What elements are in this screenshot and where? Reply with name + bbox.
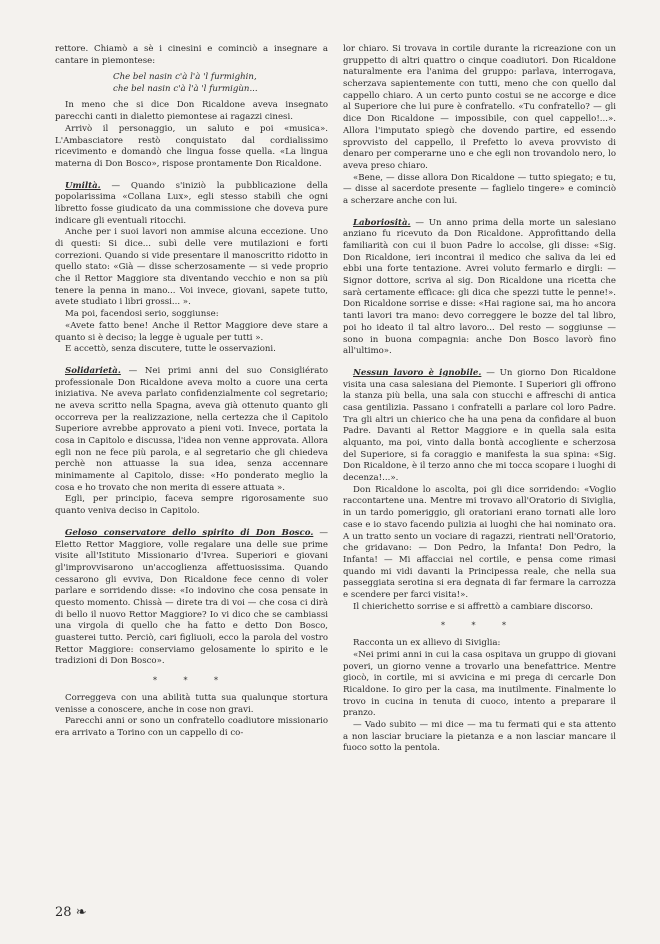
page-number-text: 28 (55, 905, 72, 920)
paragraph: In meno che si dice Don Ricaldone aveva insegnato parecchi canti in dialetto piemontese ai ragazzi cinesi. (55, 100, 328, 123)
section-laboriosita (343, 218, 616, 358)
section-text: — Eletto Rettor Maggiore, volle regalare una delle sue prime visite all'Istituto Missionario d'Ivrea. Superiori e giovani gl'improvvisarono un'accoglienza affettuosissima. Quando cessarono gli evviva, Don Ricaldone fece cenno di voler parlare e sorridendo disse: «Io indovino che cosa pensate in questo momento. Chissà — direte tra di voi — che cosa ci dirà di bello il nuovo Rettor Maggiore? Io vi dico che se cambiassi una virgola di quello che ha fatto e detto Don Bosco, guasterei tutto. Perciò, cari figliuoli, ecco la parola del vostro Rettor Maggiore: conserviamo gelosamente lo spirito e le tradizioni di Don Bosco». (55, 527, 328, 667)
separator: * * * (440, 621, 519, 631)
section-heading: Laboriosità. (353, 217, 411, 228)
verse-line: che bel nasin c'à l'à 'l furmigùn... (113, 84, 258, 95)
right-column (343, 44, 616, 755)
left-column (55, 44, 328, 740)
paragraph: — Vado subito — mi dice — ma tu fermati qui e sta attento a non lasciar bruciare la pietanza e a non lasciar mancare il fuoco sotto la pentola. (343, 720, 616, 754)
paragraph: «Nei primi anni in cui la casa ospitava un gruppo di giovani poveri, un giorno venne a trovarlo una benefattrice. Mentre giocò, in cortile, mi si avvicina e mi prega di cercarle Don Ricaldone. Io giro per la casa, ma inutilmente. Finalmente lo trovo in cucina in tenuta di cuoco, intento a preparare il pranzo. (343, 649, 616, 719)
section-heading: Nessun lavoro è ignobile. (353, 367, 482, 378)
paragraph: Racconta un ex allievo di Siviglia: (353, 638, 501, 649)
paragraph: «Avete fatto bene! Anche il Rettor Maggiore deve stare a quanto si è deciso; la legge è uguale per tutti ». (55, 320, 328, 343)
section-heading: Umiltà. (65, 180, 101, 191)
paragraph: Egli, per principio, faceva sempre rigorosamente suo quanto veniva deciso in Capitolo. (55, 494, 328, 517)
section-umilta (55, 181, 328, 228)
dialect-verse (113, 71, 328, 95)
section-nessun-lavoro (343, 368, 616, 485)
separator: * * * (152, 676, 231, 686)
paragraph: E accettò, senza discutere, tutte le osservazioni. (65, 344, 276, 355)
paragraph: Ma poi, facendosi serio, soggiunse: (65, 309, 219, 320)
paragraph: Don Ricaldone lo ascolta, poi gli dice sorridendo: «Voglio raccontartene una. Mentre mi trovavo all'Oratorio di Siviglia, in un tardo pomeriggio, gli oratoriani erano tornati alle loro case e io stavo facendo pulizia ai luoghi che hai nominato ora. A un tratto sento un vociare di ragazzi, rientrati nell'Oratorio, che gridavano: — Don Pedro, la Infanta! Don Pedro, la Infanta! — Mi affacciai nel cortile, e pensa come rimasi quando mi vidi davanti la Principessa reale, che nella sua passeggiata serotina si era degnata di far fermare la carrozza e scendere per farci visita!». (343, 484, 616, 600)
section-text: — Nei primi anni del suo Consigliérato professionale Don Ricaldone aveva molto a cuore una certa iniziativa. Ne aveva parlato confidenzialmente col segretario; ne aveva scritto nella Spagna, aveva già ottenuto quanto gli occorreva per la realizzazione, nella certezza che il Capitolo Superiore avrebbe approvato a pieni voti. Invece, portata la cosa in Capitolo e discussa, l'idea non venne approvata. Allora egli non ne fece più parola, e al segretario che gli chiedeva perchè non attuasse la sua idea, senza accennare minimamente al Capitolo, disse: «Ho ponderato meglio la cosa e ho trovato che non merita di essere attuata ». (55, 365, 328, 493)
paragraph: Il chierichetto sorrise e si affrettò a cambiare discorso. (353, 601, 594, 612)
section-geloso (55, 528, 328, 668)
paragraph: Anche per i suoi lavori non ammise alcuna eccezione. Uno di questi: Si dice... subì delle vere mutilazioni e forti correzioni. Quando si vide presentare il manoscritto ridotto in quello stato: «Già — disse scherzosamente — si vede proprio che il Rettor Maggiore sta diventando vecchio e non sa più tenere la penna in mano... Voi invece, giovani, sapete tutto, avete studiato i libri grossi... ». (55, 227, 328, 308)
section-solidarieta (55, 366, 328, 495)
paragraph: Correggeva con una abilità tutta sua qualunque stortura venisse a conoscere, anche in cose non gravi. (55, 692, 328, 715)
paragraph: Arrivò il personaggio, un saluto e poi «musica». L'Ambasciatore restò conquistato dal cordialissimo ricevimento e domandò che lingua fosse quella. «La lingua materna di Don Bosco», rispose prontamente Don Ricaldone. (55, 123, 328, 169)
paragraph: Parecchi anni or sono un confratello coadiutore missionario era arrivato a Torino con un cappello di co- (55, 716, 328, 738)
section-text: — Un anno prima della morte un salesiano anziano fu ricevuto da Don Ricaldone. Approfittando della familiarità con cui il buon Padre lo accolse, gli disse: «Sig. Don Ricaldone, ieri incontrai il medico che saliva da lei ed ebbi una forte tentazione. Avrei voluto fermarlo e dirgli: — Signor dottore, scriva al sig. Don Ricaldone una ricetta che sarà certamente efficace: gli dica che spezzi tutte le penne!». Don Ricaldone sorrise e disse: «Hai ragione sai, ma ho ancora tanti lavori tra mano: devo correggere le bozze del tal libro, poi ho ideato il tal altro lavoro... Del resto — soggiunse — sono in buona compagnia: anche Don Bosco lavorò fino all'ultimo». (343, 217, 616, 357)
page-ornament: ❧ (75, 905, 87, 920)
section-heading: Solidarietà. (65, 365, 121, 376)
section-text: — Un giorno Don Ricaldone visita una casa salesiana del Piemonte. I Superiori gli offrono la stanza più bella, una sala con stucchi e affreschi di antica casa gentilizia. Passano i confratelli a parlare col loro Padre. Tra gli altri un chierico che ha una pena da confidare al buon Padre. Davanti al Rettor Maggiore e in quella sala esita alquanto, ma poi, vinto dalla bontà accogliente e scherzosa del Superiore, si fa coraggio e manifesta la sua spina: «Sig. Don Ricaldone, è il terzo anno che mi tocca scopare i luoghi di decenza!...». (343, 367, 616, 484)
page-number (55, 905, 87, 920)
section-heading: Geloso conservatore dello spirito di Don Bosco. (65, 527, 314, 538)
paragraph: lor chiaro. Si trovava in cortile durante la ricreazione con un gruppetto di altri quattro o cinque coadiutori. Don Ricaldone naturalmente era l'anima del gruppo: parlava, interrogava, scherzava sapientemente con tutti, meno che con quello dal cappello chiaro. A un certo punto costui se ne accorge e dice al Superiore che lui pure è confratello. «Tu confratello? — gli dice Don Ricaldone — impossibile, con quel cappello!...». Allora l'imputato spiegò che dovendo partire, ed essendo sprovvisto del cappello, il Prefetto lo aveva provvisto di denaro per comperarne uno e che egli non trovandolo nero, lo aveva preso chiaro. (343, 44, 616, 171)
verse-line: Che bel nasin c'à l'à 'l furmighin, (113, 72, 257, 83)
paragraph: rettore. Chiamò a sè i cinesini e cominciò a insegnare a cantare in piemontese: (55, 44, 328, 66)
paragraph: «Bene, — disse allora Don Ricaldone — tutto spiegato; e tu, — disse al sacerdote presente — faglielo tingere» e cominciò a scherzare anche con lui. (343, 172, 616, 206)
section-text: — Quando s'iniziò la pubblicazione della popolarissima «Collana Lux», egli stesso stabilì che ogni libretto fosse giudicato da una commissione che doveva pure indicare gli eventuali ritocchi. (55, 180, 328, 226)
